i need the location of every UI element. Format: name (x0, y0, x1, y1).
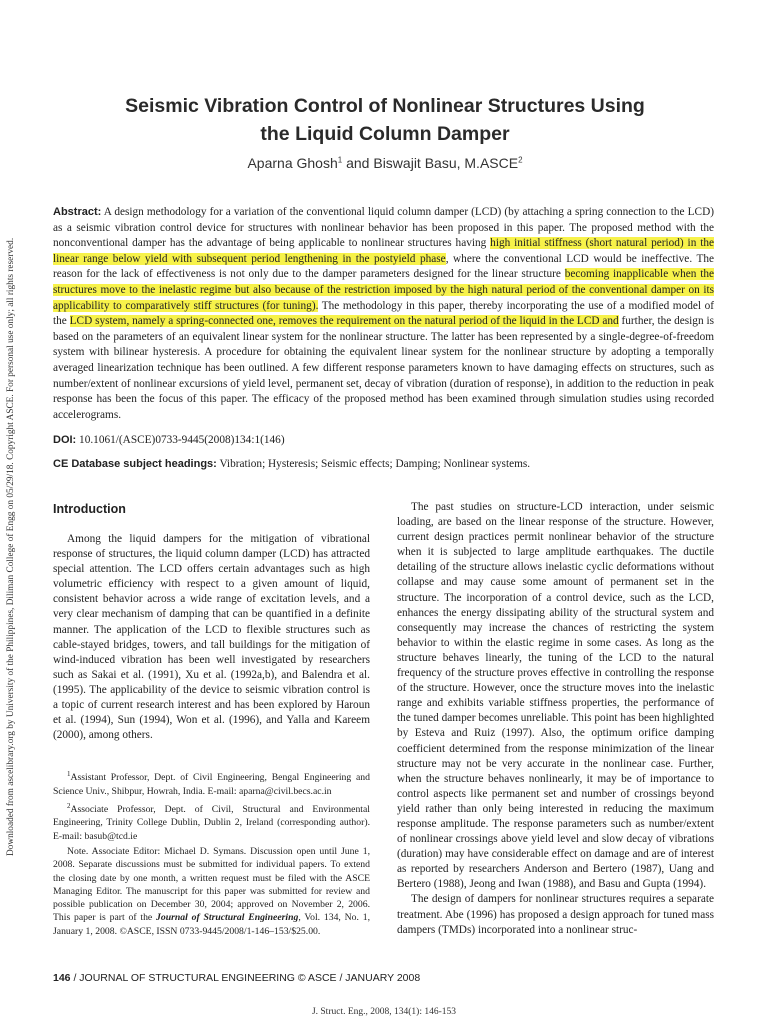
title-line-1: Seismic Vibration Control of Nonlinear Structures Using (125, 95, 645, 117)
abstract-text-2: , where the conventional LCD would be ineffective. The reason for the lack of effectiveness is not only due to the damper parameters designed for the linear structure (53, 252, 715, 281)
right-column (397, 500, 714, 938)
footnote-1-text: Assistant Professor, Dept. of Civil Engineering, Bengal Engineering and Science Univ., Shibpur, Howrah, India. E-mail: aparna@civil.becs.ac.in (53, 772, 370, 797)
author-1-name: Aparna Ghosh (247, 155, 338, 171)
author-conjunction: and (342, 155, 374, 171)
download-watermark (4, 160, 18, 860)
body-paragraph: The design of dampers for nonlinear structures requires a separate treatment. Abe (1996) has proposed a design approach for tuned mass dampers (TMDs) incorporated into a nonlinear struc- (397, 893, 714, 936)
abstract-text-4: further, the design is based on the parameters of an equivalent linear system for the nonlinear structure. The latter has been represented by a single-degree-of-freedom system with bilinear hysteresis. A procedure for obtaining the equivalent linear system for the nonlinear structure by adopting a temporally averaged linearization technique has been outlined. A few different response parameters known to have damaging effects on structures, such as number/extent of nonlinear excursions of yield level, permanent set, decay of vibration (duration of response), in addition to the reduction in peak response has been the focus of this paper. The efficacy of the proposed method has been examined through simulation studies using recorded accelerograms. (53, 315, 714, 421)
author-1-footnote-mark: 1 (337, 155, 343, 165)
editorial-note-text-b: , Vol. 134, No. 1, January 1, 2008. ©ASCE, ISSN 0733-9445/2008/1-146–153/$25.00. (53, 912, 370, 937)
doi-value[interactable]: 10.1061/(ASCE)0733-9445(2008)134:1(146) (76, 434, 285, 446)
citation-line: J. Struct. Eng., 2008, 134(1): 146-153 (311, 1007, 457, 1017)
body-paragraph: Among the liquid dampers for the mitigation of vibrational response of structures, the liquid column damper (LCD) has attracted special attention. The LCD offers certain advantages such as high volumetric efficiency with respect to a given amount of liquid, consistent behavior across a wide range of excitation levels, and a very clear mechanism of damping that can be quantified in a definite manner. The application of the LCD to flexible structures such as cable-stayed bridges, towers, and tall buildings for the mitigation of wind-induced vibration has been well investigated by researchers such as Sakai et al. (1991), Xu et al. (1992a,b), and Balendra et al. (1995). The applicability of the device to seismic vibration control is a topic of current research interest and has been explored by Haroun et al. (1994), Sun (1994), Won et al. (1996), and Yalla and Kareem (2000), among others. (53, 533, 370, 742)
page-footer (53, 972, 420, 984)
abstract-highlight-1: high initial stiffness (short natural period) in the linear range below yield with subsequent period lengthening in the postyield phase (53, 237, 715, 265)
left-column (53, 532, 370, 743)
author-2-footnote-mark: 2 (518, 155, 523, 165)
abstract-text-1: A design methodology for a variation of the conventional liquid column damper (LCD) (by attaching a spring connection to the LCD) as a seismic vibration control device for structures with nonlinear behavior has been proposed in this paper. The proposed method with the nonconventional damper has the advantage of being applicable to nonlinear structures having (53, 206, 714, 250)
author-2-name: Biswajit Basu, M.ASCE (373, 155, 519, 171)
abstract-label: Abstract: (53, 206, 102, 218)
title-line-2: the Liquid Column Damper (260, 123, 510, 145)
abstract-text-3: The methodology in this paper, thereby incorporating the use of a modified model of the (53, 299, 714, 328)
doi-line (53, 434, 285, 446)
subject-headings (53, 458, 530, 470)
download-notice-text: Downloaded from ascelibrary.org by University of the Philippines, Diliman College of Engg on 05/29/18. Copyright ASCE. For personal use only; all rights reserved. (6, 237, 16, 856)
abstract-highlight-2: becoming inapplicable when the structures move to the inelastic regime but also because of the restriction imposed by the high natural period of the conventional damper on its applicability to comparatively stiff structures (for tuning). (53, 268, 714, 312)
footnotes (53, 768, 370, 940)
doi-label: DOI: (53, 434, 77, 446)
editorial-note-text-a: Note. Associate Editor: Michael D. Symans. Discussion open until June 1, 2008. Separate discussions must be submitted for individual papers. To extend the closing date by one month, a written request must be filed with the ASCE Managing Editor. The manuscript for this paper was submitted for review and possible publication on December 30, 2004; approved on November 2, 2006. This paper is part of the (53, 845, 370, 924)
footnote-2-text: Associate Professor, Dept. of Civil, Structural and Environmental Engineering, Trinity College Dublin, Dublin 2, Ireland (corresponding author). E-mail: basub@tcd.ie (53, 804, 370, 842)
footnote-1 (53, 768, 370, 798)
footnote-2-mark: 2 (67, 801, 71, 810)
abstract-highlight-3: LCD system, namely a spring-connected one, removes the requirement on the natural period of the liquid in the LCD and (69, 315, 619, 328)
journal-footer-text: / JOURNAL OF STRUCTURAL ENGINEERING © ASCE / JANUARY 2008 (70, 972, 421, 984)
editorial-note (53, 845, 370, 938)
subject-headings-value: Vibration; Hysteresis; Seismic effects; Damping; Nonlinear systems. (216, 458, 531, 470)
section-heading-introduction: Introduction (53, 502, 126, 516)
footnote-1-mark: 1 (67, 770, 71, 778)
footnote-2 (53, 800, 370, 843)
subject-headings-label: CE Database subject headings: (53, 458, 217, 470)
paper-title (40, 92, 730, 148)
page-number: 146 (53, 972, 71, 984)
author-line (40, 155, 730, 171)
abstract (53, 205, 714, 423)
journal-name: Journal of Structural Engineering (156, 912, 299, 924)
body-paragraph: The past studies on structure-LCD interaction, under seismic loading, are based on the linear response of the structure. However, current design practices permit nonlinear behavior of the structure when it is subjected to large amplitude earthquakes. The ductile detailing of the structure allows inelastic cyclic deformations without collapse and may cause some amount of permanent set in the structure. The incorporation of a control device, such as the LCD, enhances the energy dissipating ability of the structural system and consequently may increase the chances of restricting the system behavior to within the elastic regime in some cases. As long as the structure behaves linearly, the tuning of the LCD to the natural frequency of the structure proves effective in controlling the response of the structure. However, once the structure moves into the inelastic range and exhibits variable stiffness properties, the performance of the tuned damper becomes unreliable. This point has been highlighted by Esteva and Ruiz (1997). Also, the optimum orifice damping coefficient determined from the response minimization of the linear structure may not be very accurate in the nonlinear case. Further, when the structure behaves nonlinearly, it may be of importance to control aspects like permanent set and number of crossings beyond yield rather than only being interested in reducing the maximum response amplitude. The response parameters such as number/extent of nonlinear crossings above yield level and slow decay of vibrations (duration) may have considerable effect on damage and are of interest as reported by researchers Anderson and Bertero (1987), Uang and Bertero (1988), Jeong and Iwan (1988), and Basu and Gupta (1994). (397, 501, 714, 891)
